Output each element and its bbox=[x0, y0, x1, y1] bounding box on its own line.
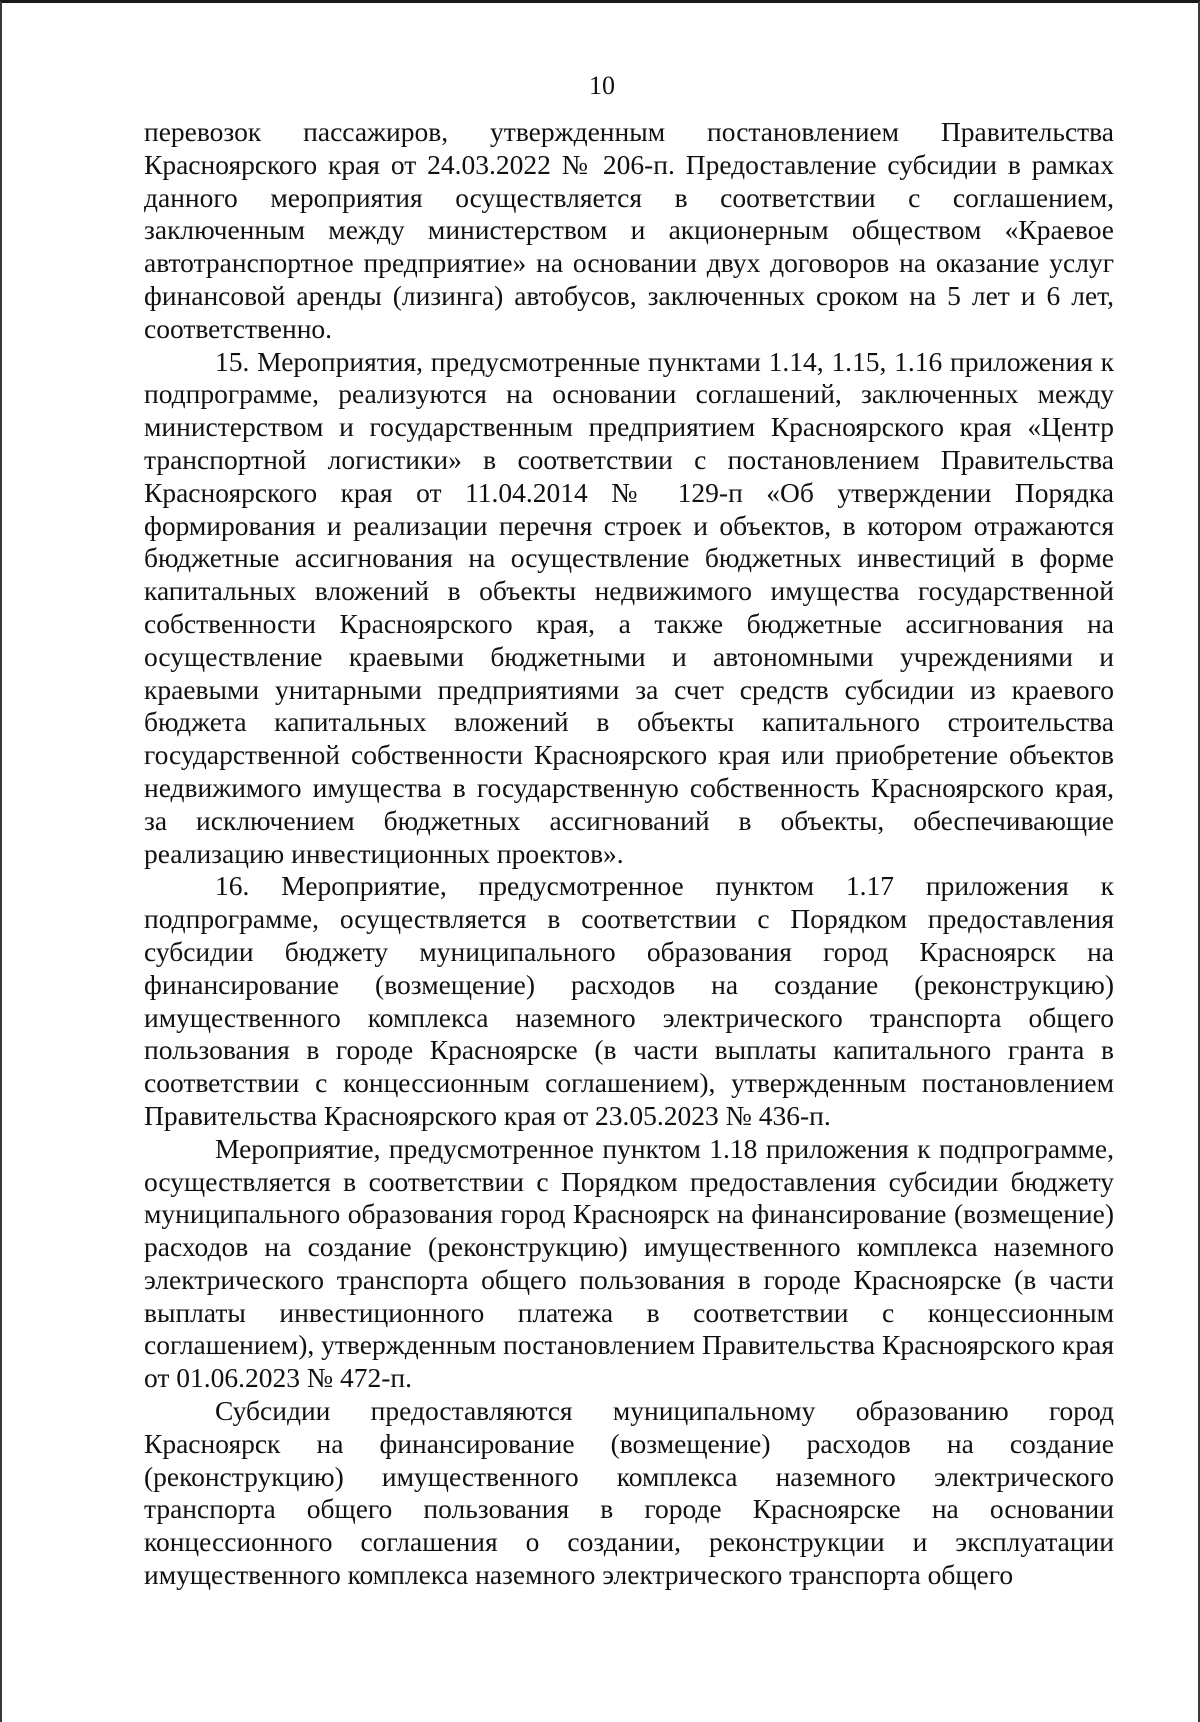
paragraph-subsidies: Субсидии предоставляются муниципальному образованию город Красноярск на финансирование (возмещение) расходов на создание (реконструкцию) имущественного комплекса наземного электрического транспорта общего пользования в городе Красноярске на основании концессионного соглашения о создании, реконструкции и эксплуатации имущественного комплекса наземного электрического транспорта общего bbox=[144, 1395, 1114, 1591]
paragraph-continuation: перевозок пассажиров, утвержденным постановлением Правительства Красноярского края от 24.03.2022 № 206-п. Предоставление субсидии в рамках данного мероприятия осуществляется в соответствии с соглашением, заключенным между министерством и акционерным обществом «Краевое автотранспортное предприятие» на основании двух договоров на оказание услуг финансовой аренды (лизинга) автобусов, заключенных сроком на 5 лет и 6 лет, соответственно. bbox=[144, 116, 1114, 344]
paragraph-item-15: 15. Мероприятия, предусмотренные пунктами 1.14, 1.15, 1.16 приложения к подпрограмме, реализуются на основании соглашений, заключенных между министерством и государственным предприятием Красноярского края «Центр транспортной логистики» в соответствии с постановлением Правительства Красноярского края от 11.04.2014 № 129-п «Об утверждении Порядка формирования и реализации перечня строек и объектов, в котором отражаются бюджетные ассигнования на осуществление бюджетных инвестиций в форме капитальных вложений в объекты недвижимого имущества государственной собственности Красноярского края, а также бюджетные ассигнования на осуществление краевыми бюджетными и автономными учреждениями и краевыми унитарными предприятиями за счет средств субсидии из краевого бюджета капитальных вложений в объекты капитального строительства государственной собственности Красноярского края или приобретение объектов недвижимого имущества в государственную собственность Красноярского края, за исключением бюджетных ассигнований в объекты, обеспечивающие реализацию инвестиционных проектов». bbox=[144, 345, 1114, 869]
page-number: 10 bbox=[589, 71, 615, 100]
paragraph-measure-1-18: Мероприятие, предусмотренное пунктом 1.18 приложения к подпрограмме, осуществляется в соответствии с Порядком предоставления субсидии бюджету муниципального образования город Красноярск на финансирование (возмещение) расходов на создание (реконструкцию) имущественного комплекса наземного электрического транспорта общего пользования в городе Красноярске (в части выплаты инвестиционного платежа в соответствии с концессионным соглашением), утвержденным постановлением Правительства Красноярского края от 01.06.2023 № 472-п. bbox=[144, 1132, 1114, 1394]
document-body bbox=[144, 116, 1114, 1592]
paragraph-item-16: 16. Мероприятие, предусмотренное пунктом 1.17 приложения к подпрограмме, осуществляется в соответствии с Порядком предоставления субсидии бюджету муниципального образования город Красноярск на финансирование (возмещение) расходов на создание (реконструкцию) имущественного комплекса наземного электрического транспорта общего пользования в городе Красноярске (в части выплаты капитального гранта в соответствии с концессионным соглашением), утвержденным постановлением Правительства Красноярского края от 23.05.2023 № 436-п. bbox=[144, 870, 1114, 1131]
